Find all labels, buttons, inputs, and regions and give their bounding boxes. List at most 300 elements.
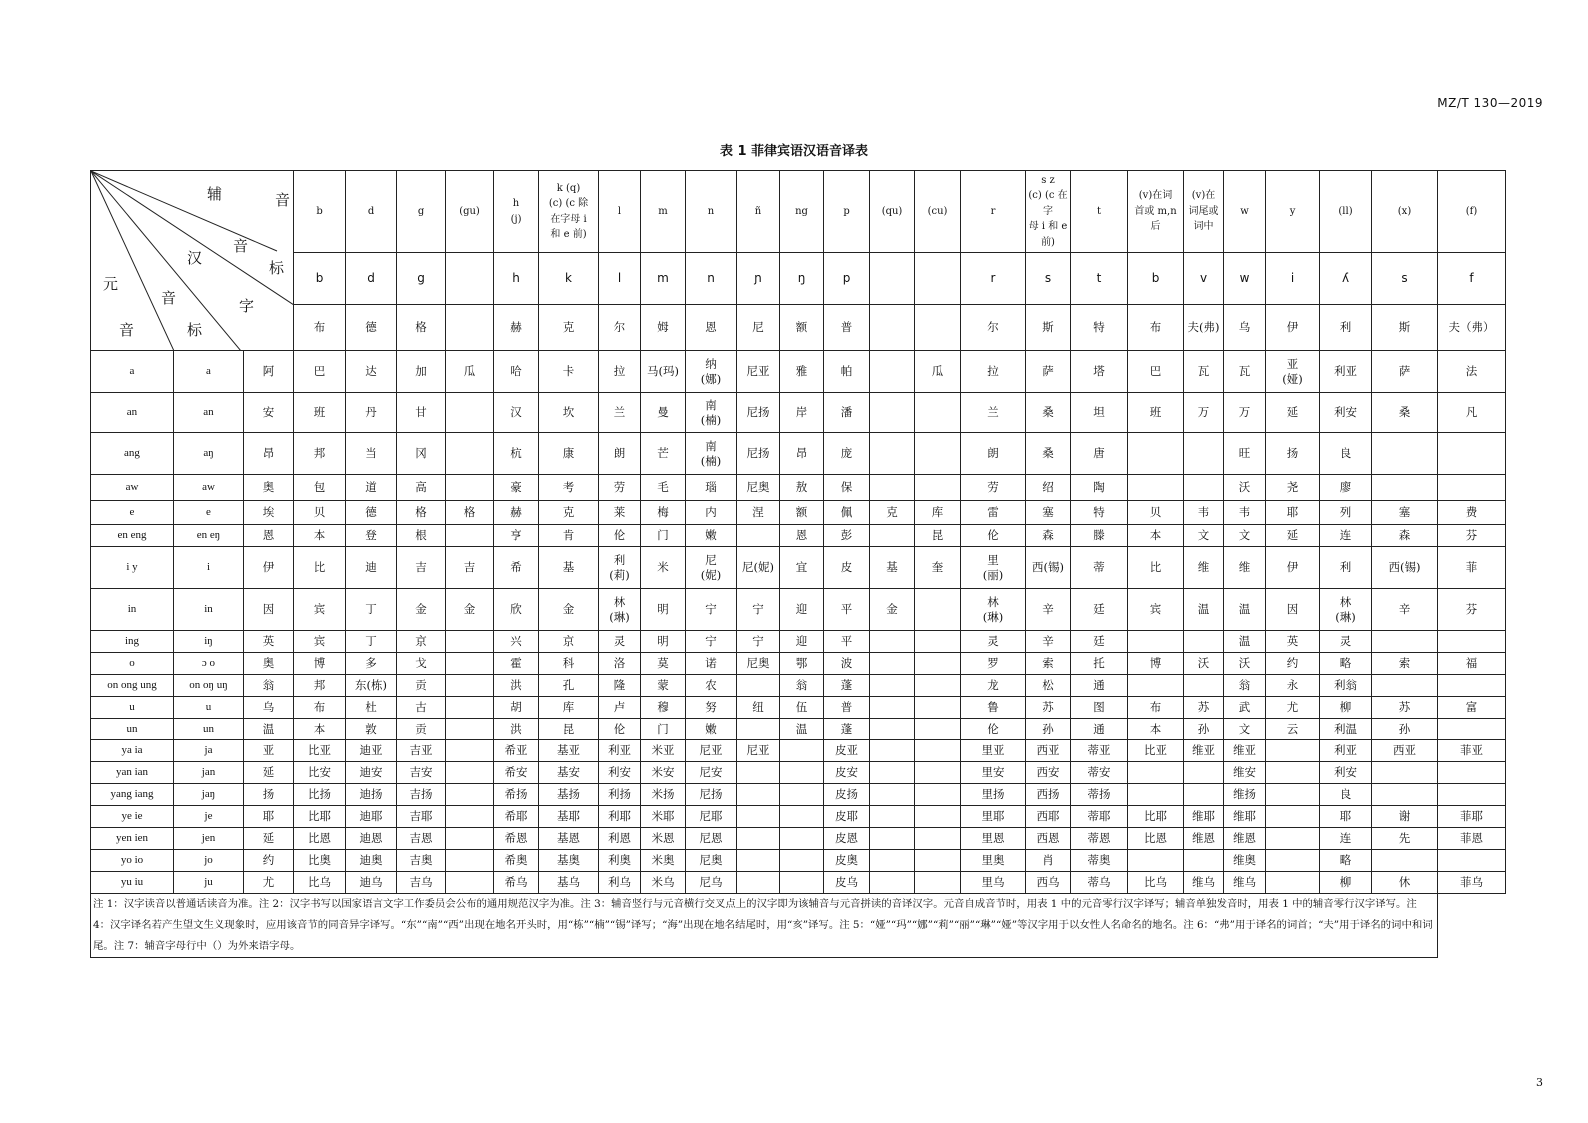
syllable-cell: 米奥 — [641, 850, 686, 872]
syllable-cell: 先 — [1372, 828, 1438, 850]
syllable-cell: 库 — [915, 501, 961, 525]
corner-label-biao: 标 — [269, 259, 285, 277]
syllable-cell: 苏 — [1026, 697, 1071, 719]
syllable-cell — [1438, 850, 1506, 872]
syllable-cell: 迪奥 — [346, 850, 397, 872]
syllable-cell: 维乌 — [1184, 872, 1224, 894]
vowel-ipa-cell: a — [174, 351, 244, 393]
consonant-ipa-cell — [870, 253, 915, 305]
consonant-ipa-cell: r — [961, 253, 1026, 305]
consonant-hanzi-cell: 普 — [824, 305, 870, 351]
syllable-cell — [1266, 784, 1320, 806]
syllable-cell: 辛 — [1026, 631, 1071, 653]
syllable-cell: 维耶 — [1184, 806, 1224, 828]
vowel-row — [91, 762, 1506, 784]
consonant-letter-cell: ng — [780, 171, 824, 253]
syllable-cell: 伦 — [961, 719, 1026, 740]
syllable-cell: 利乌 — [599, 872, 641, 894]
syllable-cell: 米乌 — [641, 872, 686, 894]
syllable-cell — [915, 762, 961, 784]
syllable-cell: 多 — [346, 653, 397, 675]
syllable-cell: 温 — [1184, 589, 1224, 631]
consonant-hanzi-cell: 乌 — [1224, 305, 1266, 351]
vowel-row — [91, 828, 1506, 850]
syllable-cell: 金 — [397, 589, 446, 631]
vowel-letter-cell: yo io — [91, 850, 174, 872]
syllable-cell: 坎 — [539, 393, 599, 433]
syllable-cell: 欣 — [494, 589, 539, 631]
vowel-hanzi-cell: 恩 — [244, 525, 294, 547]
syllable-cell: 南 (楠) — [686, 433, 737, 475]
syllable-cell: 比 — [1128, 547, 1184, 589]
syllable-cell: 利亚 — [1320, 740, 1372, 762]
vowel-ipa-cell: u — [174, 697, 244, 719]
consonant-ipa-row — [91, 253, 1506, 305]
vowel-letter-cell: aw — [91, 475, 174, 501]
syllable-cell: 迪乌 — [346, 872, 397, 894]
consonant-ipa-cell: h — [494, 253, 539, 305]
syllable-cell — [1372, 631, 1438, 653]
syllable-cell: 良 — [1320, 433, 1372, 475]
vowel-hanzi-cell: 奥 — [244, 475, 294, 501]
vowel-letter-cell: un — [91, 719, 174, 740]
syllable-cell — [915, 850, 961, 872]
syllable-cell: 丁 — [346, 631, 397, 653]
vowel-hanzi-cell: 英 — [244, 631, 294, 653]
vowel-letter-cell: on ong ung — [91, 675, 174, 697]
corner-label-yuan: 元 — [103, 275, 119, 293]
syllable-cell: 利恩 — [599, 828, 641, 850]
syllable-cell — [915, 872, 961, 894]
syllable-cell: 皮扬 — [824, 784, 870, 806]
syllable-cell: 京 — [539, 631, 599, 653]
syllable-cell: 邦 — [294, 433, 346, 475]
syllable-cell: 霍 — [494, 653, 539, 675]
syllable-cell: 万 — [1184, 393, 1224, 433]
syllable-cell: 维亚 — [1224, 740, 1266, 762]
syllable-cell: 昂 — [780, 433, 824, 475]
syllable-cell: 林 (琳) — [1320, 589, 1372, 631]
syllable-cell: 武 — [1224, 697, 1266, 719]
table-title: 表 1 菲律宾语汉语音译表 — [719, 144, 869, 159]
syllable-cell: 松 — [1026, 675, 1071, 697]
syllable-cell: 贡 — [397, 719, 446, 740]
syllable-cell: 皮亚 — [824, 740, 870, 762]
syllable-cell: 利亚 — [599, 740, 641, 762]
syllable-cell: 比耶 — [1128, 806, 1184, 828]
vowel-row — [91, 675, 1506, 697]
syllable-cell: 比乌 — [294, 872, 346, 894]
syllable-cell: 林 (琳) — [599, 589, 641, 631]
syllable-cell: 特 — [1071, 501, 1128, 525]
vowel-hanzi-cell: 因 — [244, 589, 294, 631]
syllable-cell: 毛 — [641, 475, 686, 501]
syllable-cell: 孙 — [1026, 719, 1071, 740]
vowel-ipa-cell: je — [174, 806, 244, 828]
syllable-cell: 文 — [1224, 719, 1266, 740]
syllable-cell: 额 — [780, 501, 824, 525]
syllable-cell: 尼扬 — [737, 433, 780, 475]
syllable-cell — [446, 475, 494, 501]
consonant-letter-cell: n — [686, 171, 737, 253]
syllable-cell — [915, 653, 961, 675]
syllable-cell — [1184, 631, 1224, 653]
syllable-cell: 耶 — [1266, 501, 1320, 525]
syllable-cell: 保 — [824, 475, 870, 501]
syllable-cell: 尼(妮) — [737, 547, 780, 589]
vowel-row — [91, 589, 1506, 631]
syllable-cell — [1128, 850, 1184, 872]
syllable-cell: 翁 — [780, 675, 824, 697]
syllable-cell: 里乌 — [961, 872, 1026, 894]
vowel-letter-cell: ing — [91, 631, 174, 653]
syllable-cell: 孙 — [1372, 719, 1438, 740]
vowel-letter-cell: ang — [91, 433, 174, 475]
consonant-ipa-cell: k — [539, 253, 599, 305]
syllable-cell: 劳 — [599, 475, 641, 501]
consonant-letter-cell: h (j) — [494, 171, 539, 253]
consonant-ipa-cell: t — [1071, 253, 1128, 305]
consonant-ipa-cell: b — [294, 253, 346, 305]
consonant-ipa-cell: ʎ — [1320, 253, 1372, 305]
syllable-cell: 吉 — [446, 547, 494, 589]
syllable-cell: 苏 — [1184, 697, 1224, 719]
vowel-letter-cell: e — [91, 501, 174, 525]
syllable-cell — [737, 850, 780, 872]
syllable-cell — [1184, 762, 1224, 784]
syllable-cell: 凡 — [1438, 393, 1506, 433]
syllable-cell: 杭 — [494, 433, 539, 475]
syllable-cell — [1438, 433, 1506, 475]
syllable-cell — [1438, 631, 1506, 653]
syllable-cell: 朗 — [961, 433, 1026, 475]
consonant-letter-cell: p — [824, 171, 870, 253]
syllable-cell: 金 — [446, 589, 494, 631]
syllable-cell: 图 — [1071, 697, 1128, 719]
syllable-cell: 灵 — [599, 631, 641, 653]
consonant-letter-cell: t — [1071, 171, 1128, 253]
syllable-cell: 沃 — [1224, 475, 1266, 501]
syllable-cell: 朗 — [599, 433, 641, 475]
syllable-cell: 豪 — [494, 475, 539, 501]
syllable-cell — [870, 697, 915, 719]
syllable-cell: 里安 — [961, 762, 1026, 784]
syllable-cell: 利温 — [1320, 719, 1372, 740]
consonant-hanzi-cell: 斯 — [1372, 305, 1438, 351]
syllable-cell: 巴 — [294, 351, 346, 393]
syllable-cell: 里 (丽) — [961, 547, 1026, 589]
syllable-cell: 基恩 — [539, 828, 599, 850]
syllable-cell: 穆 — [641, 697, 686, 719]
syllable-cell: 迪安 — [346, 762, 397, 784]
syllable-cell: 迪耶 — [346, 806, 397, 828]
syllable-cell: 廷 — [1071, 631, 1128, 653]
syllable-cell: 吉奥 — [397, 850, 446, 872]
syllable-cell: 廖 — [1320, 475, 1372, 501]
syllable-cell — [446, 828, 494, 850]
syllable-cell: 蒂扬 — [1071, 784, 1128, 806]
syllable-cell: 列 — [1320, 501, 1372, 525]
syllable-cell: 瓦 — [1184, 351, 1224, 393]
syllable-cell: 伦 — [599, 719, 641, 740]
syllable-cell — [1438, 675, 1506, 697]
syllable-cell: 嫩 — [686, 525, 737, 547]
syllable-cell: 比乌 — [1128, 872, 1184, 894]
syllable-cell: 森 — [1026, 525, 1071, 547]
syllable-cell: 柳 — [1320, 697, 1372, 719]
syllable-cell: 蒂安 — [1071, 762, 1128, 784]
syllable-cell: 延 — [1266, 393, 1320, 433]
syllable-cell: 瑙 — [686, 475, 737, 501]
syllable-cell: 龙 — [961, 675, 1026, 697]
syllable-cell: 柳 — [1320, 872, 1372, 894]
syllable-cell: 兰 — [599, 393, 641, 433]
syllable-cell — [1184, 850, 1224, 872]
syllable-cell: 嫩 — [686, 719, 737, 740]
syllable-cell: 里恩 — [961, 828, 1026, 850]
syllable-cell: 鲁 — [961, 697, 1026, 719]
consonant-letter-cell: (x) — [1372, 171, 1438, 253]
syllable-cell: 迪 — [346, 547, 397, 589]
syllable-cell: 丹 — [346, 393, 397, 433]
syllable-cell: 蒂 — [1071, 547, 1128, 589]
consonant-ipa-cell — [915, 253, 961, 305]
syllable-cell: 布 — [294, 697, 346, 719]
standard-number: MZ/T 130—2019 — [1437, 96, 1543, 110]
syllable-cell: 基安 — [539, 762, 599, 784]
consonant-letter-cell: w — [1224, 171, 1266, 253]
consonant-hanzi-cell: 恩 — [686, 305, 737, 351]
consonant-letter-cell: l — [599, 171, 641, 253]
vowel-ipa-cell: jaŋ — [174, 784, 244, 806]
vowel-row — [91, 784, 1506, 806]
transliteration-table-wrapper — [90, 170, 1506, 958]
syllable-cell: 汉 — [494, 393, 539, 433]
syllable-cell: 尤 — [1266, 697, 1320, 719]
syllable-cell: 彭 — [824, 525, 870, 547]
consonant-hanzi-cell: 额 — [780, 305, 824, 351]
consonant-letter-cell: (ll) — [1320, 171, 1372, 253]
consonant-hanzi-cell: 利 — [1320, 305, 1372, 351]
syllable-cell: 迪亚 — [346, 740, 397, 762]
syllable-cell: 本 — [294, 525, 346, 547]
corner-label-yin: 音 — [233, 237, 249, 255]
syllable-cell: 费 — [1438, 501, 1506, 525]
vowel-letter-cell: yen ien — [91, 828, 174, 850]
vowel-hanzi-cell: 埃 — [244, 501, 294, 525]
syllable-cell: 肖 — [1026, 850, 1071, 872]
syllable-cell — [1184, 475, 1224, 501]
syllable-cell — [1128, 631, 1184, 653]
transliteration-table — [90, 170, 1506, 958]
syllable-cell: 芬 — [1438, 589, 1506, 631]
syllable-cell: 文 — [1184, 525, 1224, 547]
syllable-cell: 博 — [294, 653, 346, 675]
consonant-ipa-cell: n — [686, 253, 737, 305]
vowel-letter-cell: ye ie — [91, 806, 174, 828]
syllable-cell: 敦 — [346, 719, 397, 740]
syllable-cell: 里扬 — [961, 784, 1026, 806]
syllable-cell: 约 — [1266, 653, 1320, 675]
syllable-cell: 基扬 — [539, 784, 599, 806]
syllable-cell: 班 — [294, 393, 346, 433]
syllable-cell — [1184, 675, 1224, 697]
syllable-cell: 南 (楠) — [686, 393, 737, 433]
syllable-cell — [870, 872, 915, 894]
consonant-hanzi-cell: 布 — [1128, 305, 1184, 351]
consonant-hanzi-cell: 布 — [294, 305, 346, 351]
consonant-letter-cell: b — [294, 171, 346, 253]
syllable-cell: 昆 — [915, 525, 961, 547]
consonant-ipa-cell: v — [1184, 253, 1224, 305]
syllable-cell — [737, 872, 780, 894]
vowel-row — [91, 740, 1506, 762]
vowel-ipa-cell: jen — [174, 828, 244, 850]
syllable-cell: 通 — [1071, 719, 1128, 740]
syllable-cell — [915, 475, 961, 501]
consonant-ipa-cell: l — [599, 253, 641, 305]
consonant-hanzi-cell — [870, 305, 915, 351]
vowel-row — [91, 525, 1506, 547]
page-number: 3 — [1536, 1076, 1543, 1089]
vowel-hanzi-cell: 温 — [244, 719, 294, 740]
syllable-cell: 涅 — [737, 501, 780, 525]
syllable-cell: 伦 — [599, 525, 641, 547]
vowel-letter-cell: an — [91, 393, 174, 433]
syllable-cell: 温 — [1224, 589, 1266, 631]
syllable-cell: 文 — [1224, 525, 1266, 547]
consonant-ipa-cell: g — [397, 253, 446, 305]
syllable-cell: 洛 — [599, 653, 641, 675]
vowel-hanzi-cell: 阿 — [244, 351, 294, 393]
syllable-cell: 本 — [1128, 525, 1184, 547]
syllable-cell: 利耶 — [599, 806, 641, 828]
syllable-cell: 尼扬 — [686, 784, 737, 806]
syllable-cell: 维 — [1184, 547, 1224, 589]
syllable-cell: 敖 — [780, 475, 824, 501]
consonant-letter-cell: y — [1266, 171, 1320, 253]
syllable-cell: 蓬 — [824, 675, 870, 697]
syllable-cell: 米亚 — [641, 740, 686, 762]
syllable-cell: 希亚 — [494, 740, 539, 762]
vowel-ipa-cell: e — [174, 501, 244, 525]
syllable-cell: 贡 — [397, 675, 446, 697]
syllable-cell — [915, 828, 961, 850]
vowel-letter-cell: yan ian — [91, 762, 174, 784]
syllable-cell: 赫 — [494, 501, 539, 525]
syllable-cell — [1128, 784, 1184, 806]
syllable-cell: 温 — [780, 719, 824, 740]
syllable-cell: 尼乌 — [686, 872, 737, 894]
syllable-cell — [446, 433, 494, 475]
syllable-cell: 希奥 — [494, 850, 539, 872]
syllable-cell — [737, 719, 780, 740]
consonant-letter-row — [91, 171, 1506, 253]
syllable-cell — [1438, 762, 1506, 784]
syllable-cell — [870, 850, 915, 872]
vowel-row — [91, 475, 1506, 501]
vowel-letter-cell: u — [91, 697, 174, 719]
syllable-cell: 谢 — [1372, 806, 1438, 828]
syllable-cell — [870, 653, 915, 675]
syllable-cell — [446, 740, 494, 762]
vowel-hanzi-cell: 延 — [244, 762, 294, 784]
corner-label-zi: 字 — [239, 297, 255, 315]
syllable-cell: 拉 — [961, 351, 1026, 393]
syllable-cell — [1128, 762, 1184, 784]
syllable-cell: 利奥 — [599, 850, 641, 872]
syllable-cell: 班 — [1128, 393, 1184, 433]
consonant-hanzi-cell: 斯 — [1026, 305, 1071, 351]
syllable-cell: 宜 — [780, 547, 824, 589]
consonant-ipa-cell: m — [641, 253, 686, 305]
syllable-cell: 维亚 — [1184, 740, 1224, 762]
syllable-cell: 西(锡) — [1372, 547, 1438, 589]
syllable-cell: 苏 — [1372, 697, 1438, 719]
syllable-cell: 塔 — [1071, 351, 1128, 393]
vowel-ipa-cell: jan — [174, 762, 244, 784]
syllable-cell: 皮奥 — [824, 850, 870, 872]
syllable-cell: 登 — [346, 525, 397, 547]
syllable-cell: 萨 — [1372, 351, 1438, 393]
syllable-cell: 利亚 — [1320, 351, 1372, 393]
syllable-cell — [737, 828, 780, 850]
vowel-row — [91, 872, 1506, 894]
syllable-cell — [1438, 719, 1506, 740]
syllable-cell: 曼 — [641, 393, 686, 433]
footnote-row — [91, 894, 1506, 958]
syllable-cell: 沃 — [1224, 653, 1266, 675]
syllable-cell: 耶 — [1320, 806, 1372, 828]
syllable-cell: 塞 — [1026, 501, 1071, 525]
syllable-cell — [780, 806, 824, 828]
syllable-cell: 瓜 — [446, 351, 494, 393]
syllable-cell: 西(锡) — [1026, 547, 1071, 589]
syllable-cell — [1266, 850, 1320, 872]
syllable-cell: 甘 — [397, 393, 446, 433]
syllable-cell — [737, 525, 780, 547]
syllable-cell: 索 — [1372, 653, 1438, 675]
table-corner-header — [91, 171, 294, 351]
syllable-cell: 希耶 — [494, 806, 539, 828]
syllable-cell: 法 — [1438, 351, 1506, 393]
syllable-cell — [780, 740, 824, 762]
vowel-hanzi-cell: 尤 — [244, 872, 294, 894]
consonant-ipa-cell: d — [346, 253, 397, 305]
vowel-ipa-cell: on oŋ uŋ — [174, 675, 244, 697]
consonant-ipa-cell: p — [824, 253, 870, 305]
syllable-cell: 连 — [1320, 828, 1372, 850]
syllable-cell: 冈 — [397, 433, 446, 475]
syllable-cell: 万 — [1224, 393, 1266, 433]
syllable-cell: 维扬 — [1224, 784, 1266, 806]
syllable-cell: 辛 — [1026, 589, 1071, 631]
consonant-hanzi-cell: 尔 — [961, 305, 1026, 351]
syllable-cell — [870, 525, 915, 547]
syllable-cell: 蒂乌 — [1071, 872, 1128, 894]
syllable-cell: 库 — [539, 697, 599, 719]
syllable-cell: 京 — [397, 631, 446, 653]
syllable-cell: 利安 — [1320, 762, 1372, 784]
syllable-cell: 蒂恩 — [1071, 828, 1128, 850]
syllable-cell: 蒂耶 — [1071, 806, 1128, 828]
syllable-cell: 比恩 — [1128, 828, 1184, 850]
syllable-cell: 米耶 — [641, 806, 686, 828]
syllable-cell: 卡 — [539, 351, 599, 393]
syllable-cell — [446, 697, 494, 719]
syllable-cell: 略 — [1320, 850, 1372, 872]
syllable-cell: 迪扬 — [346, 784, 397, 806]
